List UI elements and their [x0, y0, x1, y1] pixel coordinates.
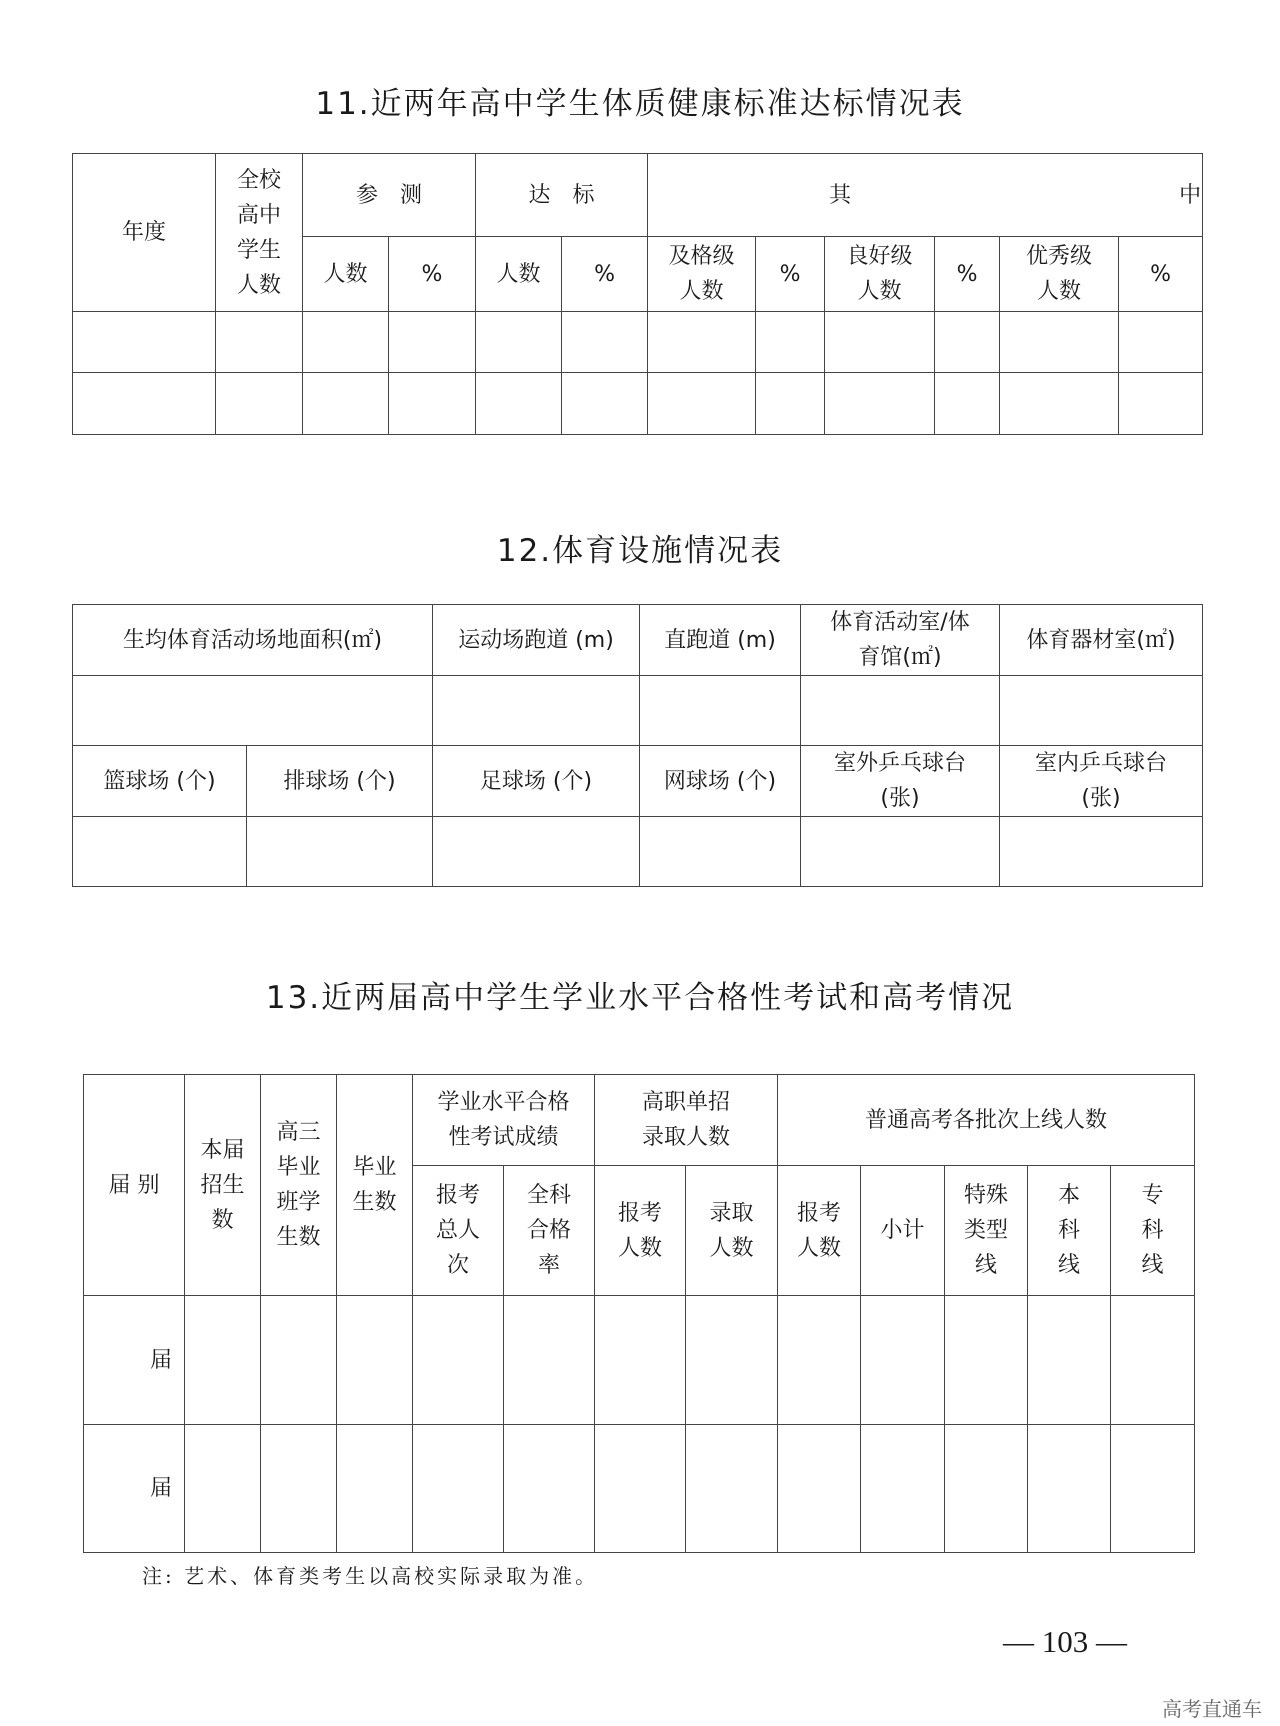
t11-cell[interactable] — [825, 373, 935, 435]
t12-h-indoor-pp: 室内乒乓球台(张) — [1000, 746, 1203, 817]
t13-cell[interactable] — [337, 1296, 413, 1425]
t13-cell[interactable] — [778, 1296, 861, 1425]
table13-note: 注: 艺术、体育类考生以高校实际录取为准。 — [142, 1564, 599, 1588]
t12-cell[interactable] — [801, 676, 1000, 746]
t11-h-good: 良好级人数 — [825, 237, 935, 312]
t11-cell[interactable] — [1119, 373, 1203, 435]
t13-cell[interactable] — [1028, 1425, 1111, 1553]
t13-cell[interactable] — [1028, 1296, 1111, 1425]
t11-cell[interactable] — [1000, 312, 1119, 373]
watermark: 高考直通车 — [1162, 1697, 1262, 1721]
t12-cell[interactable] — [640, 676, 801, 746]
t11-among-1: 其 — [829, 182, 852, 208]
t11-header-pass: 达 标 — [476, 154, 648, 237]
t13-h-all-pass: 全科合格率 — [504, 1166, 595, 1296]
t12-h-track: 运动场跑道 (m) — [433, 605, 640, 676]
t12-cell[interactable] — [73, 817, 247, 887]
t11-cell[interactable] — [303, 373, 389, 435]
t13-cell[interactable] — [595, 1425, 686, 1553]
t13-cell[interactable] — [595, 1296, 686, 1425]
t13-cell[interactable] — [413, 1296, 504, 1425]
t11-cell[interactable] — [216, 312, 303, 373]
t13-h-vocational: 高职单招录取人数 — [595, 1075, 778, 1166]
t11-h-pct-4: % — [935, 237, 1000, 312]
t11-cell[interactable] — [73, 312, 216, 373]
t11-cell[interactable] — [756, 373, 825, 435]
t11-h-pct-3: % — [756, 237, 825, 312]
t13-h-enroll: 本届招生数 — [185, 1075, 261, 1296]
t12-cell[interactable] — [801, 817, 1000, 887]
t11-among-2: 中 — [1179, 182, 1202, 208]
t12-h-area: 生均体育活动场地面积(㎡) — [73, 605, 433, 676]
t13-h-voc-admit: 录取人数 — [686, 1166, 778, 1296]
table13 — [83, 1074, 1195, 1553]
t13-h-bachelor: 本科线 — [1028, 1166, 1111, 1296]
t13-cell[interactable] — [861, 1425, 945, 1553]
t12-h-tennis: 网球场 (个) — [640, 746, 801, 817]
t13-cell[interactable] — [504, 1296, 595, 1425]
table11-title: 11.近两年高中学生体质健康标准达标情况表 — [315, 86, 965, 122]
t12-cell[interactable] — [433, 817, 640, 887]
t11-cell[interactable] — [303, 312, 389, 373]
t12-h-gym: 体育活动室/体育馆(㎡) — [801, 605, 1000, 676]
t11-cell[interactable] — [476, 373, 562, 435]
table12 — [72, 604, 1203, 887]
t13-cell[interactable] — [945, 1425, 1028, 1553]
t13-h-senior3: 高三毕业班学生数 — [261, 1075, 337, 1296]
t12-cell[interactable] — [640, 817, 801, 887]
t12-h-basketball: 篮球场 (个) — [73, 746, 247, 817]
t11-h-pct-5: % — [1119, 237, 1203, 312]
t11-cell[interactable] — [935, 373, 1000, 435]
t11-cell[interactable] — [73, 373, 216, 435]
t11-row-2 — [73, 373, 1203, 435]
t13-cell[interactable] — [1111, 1425, 1195, 1553]
t12-cell[interactable] — [73, 676, 433, 746]
t11-header-participate: 参 测 — [303, 154, 476, 237]
t11-header-year: 年度 — [73, 154, 216, 312]
t11-h-pct-1: % — [389, 237, 476, 312]
t12-cell[interactable] — [247, 817, 433, 887]
t13-h-subtotal: 小计 — [861, 1166, 945, 1296]
t11-cell[interactable] — [562, 373, 648, 435]
t13-h-special: 特殊类型线 — [945, 1166, 1028, 1296]
t13-h-junior: 专科线 — [1111, 1166, 1195, 1296]
t11-cell[interactable] — [825, 312, 935, 373]
t13-cell[interactable] — [185, 1296, 261, 1425]
t13-h-graduates: 毕业生数 — [337, 1075, 413, 1296]
t13-cell[interactable] — [861, 1296, 945, 1425]
t11-cell[interactable] — [476, 312, 562, 373]
t13-h-gk-apply: 报考人数 — [778, 1166, 861, 1296]
t13-h-academic: 学业水平合格性考试成绩 — [413, 1075, 595, 1166]
t13-row-2 — [84, 1425, 1195, 1553]
table12-title: 12.体育设施情况表 — [496, 533, 784, 569]
t13-h-voc-apply: 报考人数 — [595, 1166, 686, 1296]
t13-cell[interactable] — [261, 1425, 337, 1553]
table11 — [72, 153, 1203, 435]
t13-cell[interactable] — [413, 1425, 504, 1553]
t12-h-equipment: 体育器材室(㎡) — [1000, 605, 1203, 676]
t12-row-2 — [73, 817, 1203, 887]
table13-title: 13.近两届高中学生学业水平合格性考试和高考情况 — [265, 980, 1015, 1016]
t13-h-session: 届 别 — [84, 1075, 185, 1296]
t11-cell[interactable] — [1000, 373, 1119, 435]
t13-row-label: 届 — [84, 1296, 185, 1425]
t12-row-1 — [73, 676, 1203, 746]
t12-h-outdoor-pp: 室外乒乓球台(张) — [801, 746, 1000, 817]
t11-h-excellent: 优秀级人数 — [1000, 237, 1119, 312]
t13-cell[interactable] — [185, 1425, 261, 1553]
t11-cell[interactable] — [756, 312, 825, 373]
t13-cell[interactable] — [686, 1296, 778, 1425]
t11-cell[interactable] — [648, 312, 756, 373]
t13-h-gaokao: 普通高考各批次上线人数 — [778, 1075, 1195, 1166]
t13-cell[interactable] — [337, 1425, 413, 1553]
t13-cell[interactable] — [778, 1425, 861, 1553]
t11-header-total-text: 全校高中学生人数 — [236, 167, 281, 298]
t11-cell[interactable] — [935, 312, 1000, 373]
t13-cell[interactable] — [686, 1425, 778, 1553]
t11-header-among — [648, 154, 1203, 237]
t12-h-straight: 直跑道 (m) — [640, 605, 801, 676]
t11-cell[interactable] — [1119, 312, 1203, 373]
t11-h-pct-2: % — [562, 237, 648, 312]
t11-h-count-2: 人数 — [476, 237, 562, 312]
t11-cell[interactable] — [216, 373, 303, 435]
t12-h-volleyball: 排球场 (个) — [247, 746, 433, 817]
t11-header-total — [216, 154, 303, 312]
t13-cell[interactable] — [261, 1296, 337, 1425]
page-number: — 103 — — [1003, 1624, 1127, 1659]
t11-cell[interactable] — [389, 312, 476, 373]
t13-cell[interactable] — [945, 1296, 1028, 1425]
t11-h-qualified: 及格级人数 — [648, 237, 756, 312]
t13-cell[interactable] — [504, 1425, 595, 1553]
t13-row-label: 届 — [84, 1425, 185, 1553]
t13-row-1 — [84, 1296, 1195, 1425]
t13-cell[interactable] — [1111, 1296, 1195, 1425]
t12-h-football: 足球场 (个) — [433, 746, 640, 817]
t11-row-1 — [73, 312, 1203, 373]
t11-cell[interactable] — [389, 373, 476, 435]
t11-h-count-1: 人数 — [303, 237, 389, 312]
t12-cell[interactable] — [1000, 817, 1203, 887]
t11-cell[interactable] — [648, 373, 756, 435]
t13-h-exam-total: 报考总人次 — [413, 1166, 504, 1296]
t12-cell[interactable] — [433, 676, 640, 746]
t12-cell[interactable] — [1000, 676, 1203, 746]
t11-cell[interactable] — [562, 312, 648, 373]
